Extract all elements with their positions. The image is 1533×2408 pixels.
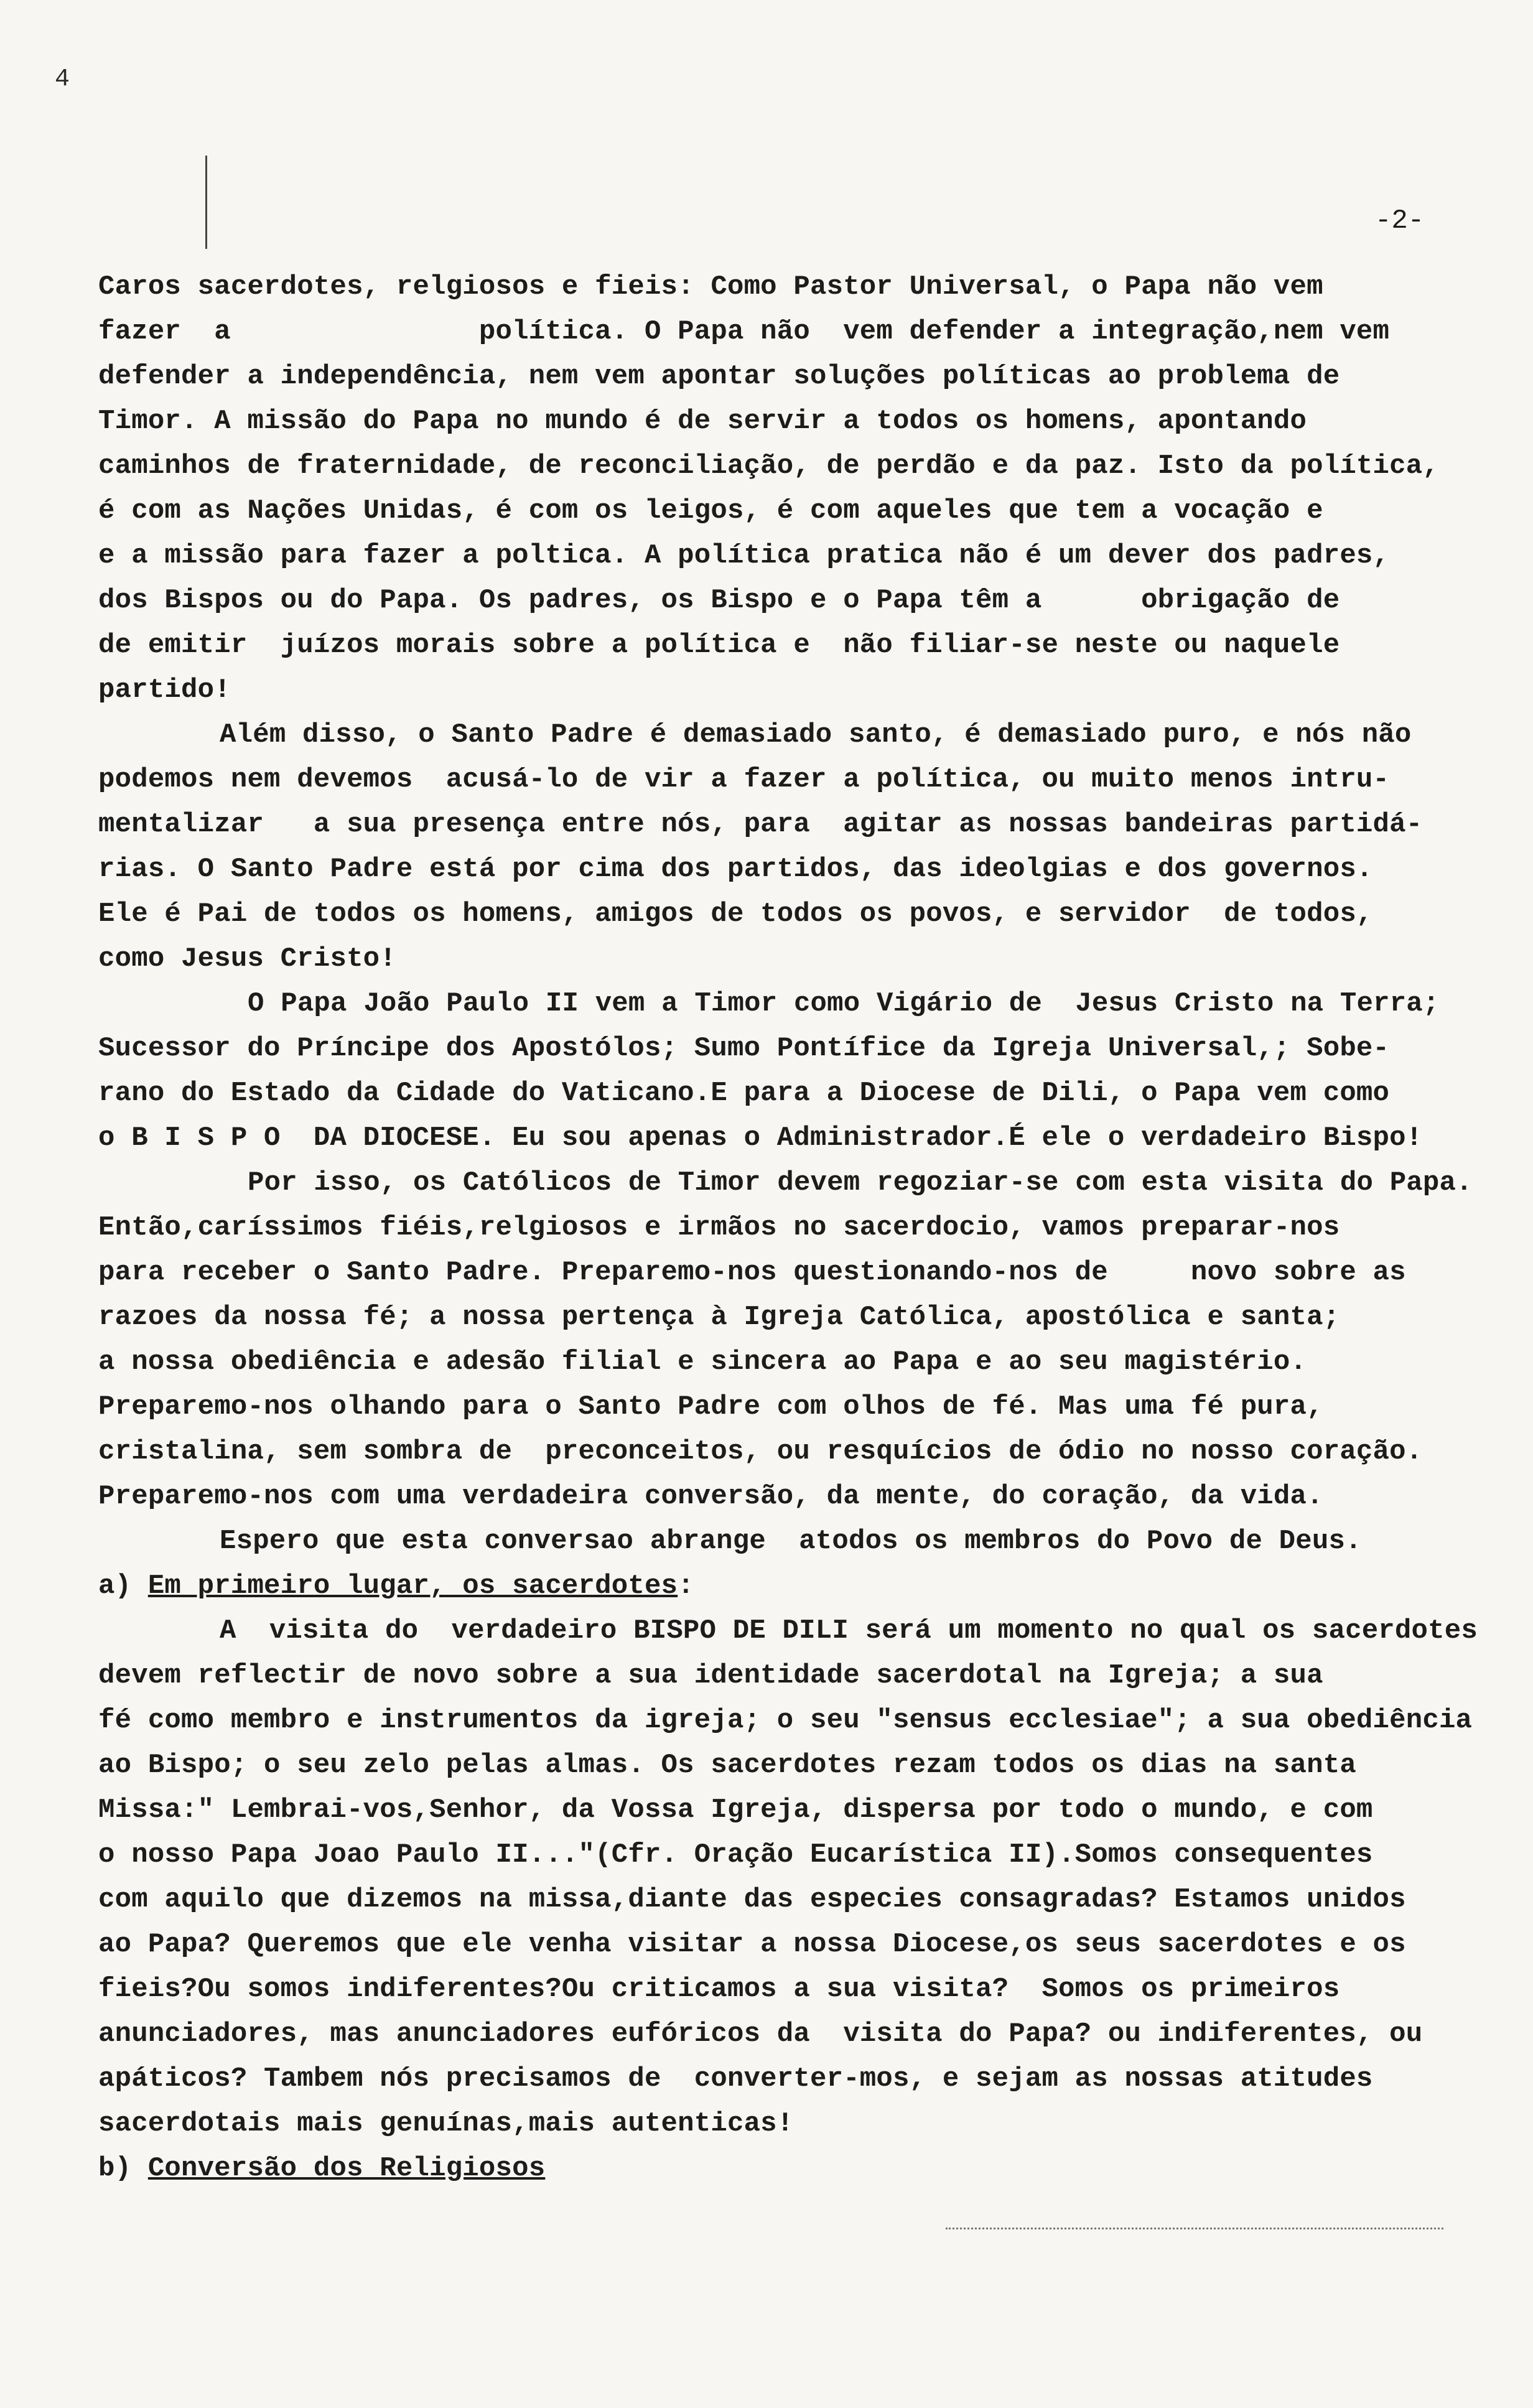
typed-letter-body [98, 264, 1498, 2191]
text-line: o nosso Papa Joao Paulo II..."(Cfr. Oração Eucarística II).Somos consequentes [98, 1839, 1373, 1870]
text-line: O Papa João Paulo II vem a Timor como Vigário de Jesus Cristo na Terra; [248, 988, 1440, 1019]
margin-rule [205, 156, 207, 249]
text-line: e a missão para fazer a poltica. A política pratica não é um dever dos padres, [98, 540, 1390, 571]
text-line: devem reflectir de novo sobre a sua identidade sacerdotal na Igreja; a sua [98, 1660, 1323, 1691]
text-line: Caros sacerdotes, relgiosos e fieis: Como Pastor Universal, o Papa não vem [98, 271, 1323, 302]
text-line: Preparemo-nos com uma verdadeira conversão, da mente, do coração, da vida. [98, 1481, 1323, 1512]
text-line: como Jesus Cristo! [98, 943, 396, 974]
text-line: Timor. A missão do Papa no mundo é de servir a todos os homens, apontando [98, 406, 1307, 437]
text-line: Preparemo-nos olhando para o Santo Padre com olhos de fé. Mas uma fé pura, [98, 1391, 1323, 1422]
text-line: é com as Nações Unidas, é com os leigos, é com aqueles que tem a vocação e [98, 495, 1323, 526]
text-line: Por isso, os Católicos de Timor devem regoziar-se com esta visita do Papa. [248, 1167, 1473, 1198]
text-line: fé como membro e instrumentos da igreja; o seu "sensus ecclesiae"; a sua obediência [98, 1705, 1473, 1736]
text-line: Missa:" Lembrai-vos,Senhor, da Vossa Igreja, dispersa por todo o mundo, e com [98, 1794, 1373, 1826]
text-line: fieis?Ou somos indiferentes?Ou criticamos a sua visita? Somos os primeiros [98, 1974, 1340, 2005]
text-line: Então,caríssimos fiéis,relgiosos e irmãos no sacerdocio, vamos preparar-nos [98, 1212, 1340, 1243]
underlined-heading: Em primeiro lugar, os sacerdotes [147, 1570, 678, 1602]
text-line: apáticos? Tambem nós precisamos de converter-mos, e sejam as nossas atitudes [98, 2063, 1373, 2094]
corner-mark: 4 [55, 65, 70, 93]
text-line: defender a independência, nem vem apontar soluções políticas ao problema de [98, 361, 1340, 392]
text-line: com aquilo que dizemos na missa,diante das especies consagradas? Estamos unidos [98, 1884, 1406, 1915]
text-line: Ele é Pai de todos os homens, amigos de todos os povos, e servidor de todos, [98, 898, 1373, 930]
text-line: dos Bispos ou do Papa. Os padres, os Bispo e o Papa têm a obrigação de [98, 585, 1340, 616]
text-line: rano do Estado da Cidade do Vaticano.E para a Diocese de Dili, o Papa vem como [98, 1078, 1390, 1109]
text-line: podemos nem devemos acusá-lo de vir a fazer a política, ou muito menos intru- [98, 764, 1390, 795]
text-line: de emitir juízos morais sobre a política e não filiar-se neste ou naquele [98, 630, 1340, 661]
text-line: fazer a política. O Papa não vem defender a integração,nem vem [98, 316, 1390, 347]
text-line: Além disso, o Santo Padre é demasiado santo, é demasiado puro, e nós não [220, 719, 1412, 750]
page-number: -2- [1375, 205, 1425, 236]
text-line: rias. O Santo Padre está por cima dos partidos, das ideolgias e dos governos. [98, 854, 1373, 885]
text-line: sacerdotais mais genuínas,mais autenticas! [98, 2108, 794, 2139]
text-line: caminhos de fraternidade, de reconciliação, de perdão e da paz. Isto da política, [98, 450, 1439, 482]
text-line: cristalina, sem sombra de preconceitos, ou resquícios de ódio no nosso coração. [98, 1436, 1423, 1467]
text-line: A visita do verdadeiro BISPO DE DILI será um momento no qual os sacerdotes [220, 1615, 1478, 1646]
text-line: a) Em primeiro lugar, os sacerdotes: [98, 1570, 694, 1602]
text-line: o B I S P O DA DIOCESE. Eu sou apenas o Administrador.É ele o verdadeiro Bispo! [98, 1122, 1423, 1154]
text-line: ao Papa? Queremos que ele venha visitar a nossa Diocese,os seus sacerdotes e os [98, 1929, 1406, 1960]
text-line: anunciadores, mas anunciadores eufóricos da visita do Papa? ou indiferentes, ou [98, 2018, 1423, 2050]
text-line: mentalizar a sua presença entre nós, para agitar as nossas bandeiras partidá- [98, 809, 1423, 840]
text-line: ao Bispo; o seu zelo pelas almas. Os sacerdotes rezam todos os dias na santa [98, 1750, 1356, 1781]
text-line: para receber o Santo Padre. Preparemo-nos questionando-nos de novo sobre as [98, 1257, 1406, 1288]
text-line: Sucessor do Príncipe dos Apostólos; Sumo Pontífice da Igreja Universal,; Sobe- [98, 1033, 1390, 1064]
text-line: partido! [98, 674, 231, 706]
underlined-heading: Conversão dos Religiosos [147, 2153, 546, 2184]
text-line: razoes da nossa fé; a nossa pertença à Igreja Católica, apostólica e santa; [98, 1302, 1340, 1333]
text-line: b) Conversão dos Religiosos [98, 2153, 546, 2184]
text-line: a nossa obediência e adesão filial e sincera ao Papa e ao seu magistério. [98, 1346, 1307, 1378]
text-line: Espero que esta conversao abrange atodos os membros do Povo de Deus. [220, 1526, 1362, 1557]
dotted-rule [946, 2228, 1443, 2229]
